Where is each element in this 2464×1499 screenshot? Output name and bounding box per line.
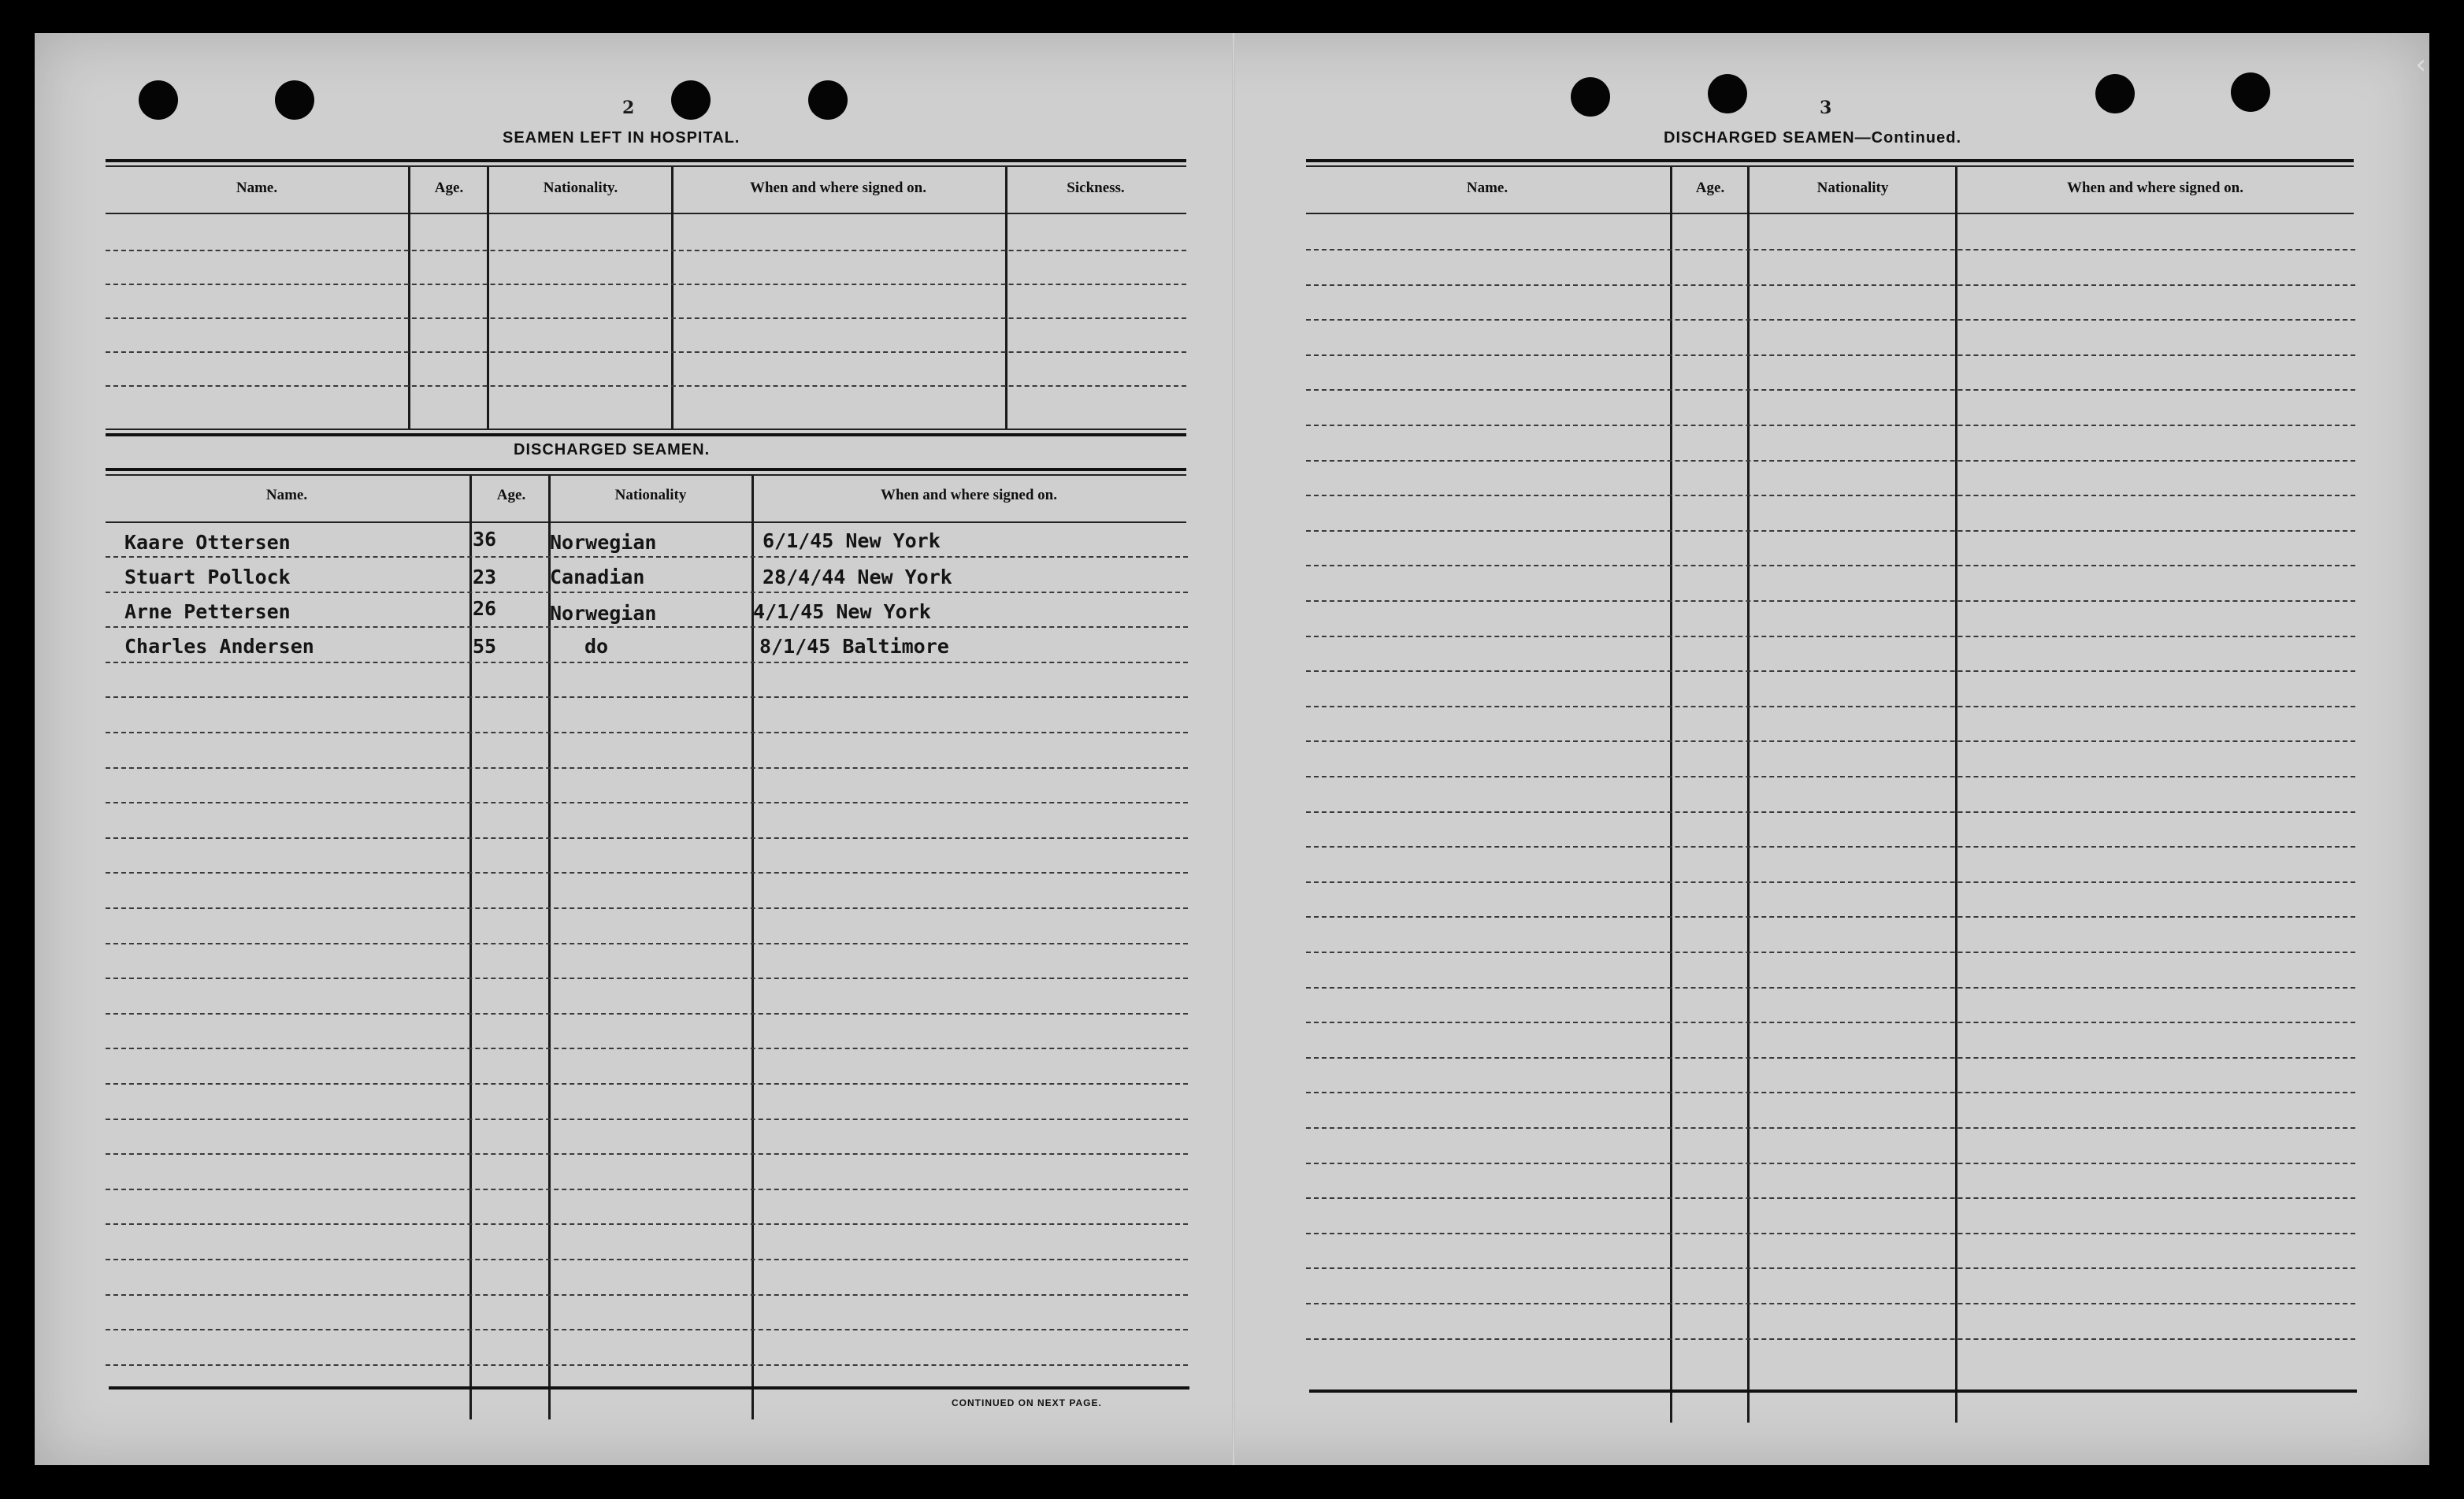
seaman-nationality: Canadian — [550, 566, 645, 588]
header-underline — [106, 521, 1186, 523]
row-line — [106, 284, 1186, 285]
seaman-signed-on: 8/1/45 Baltimore — [759, 635, 949, 658]
discharged-section-title: DISCHARGED SEAMEN. — [514, 441, 711, 458]
continued-col-signed-on: When and where signed on. — [2066, 180, 2243, 196]
row-line — [106, 1013, 1188, 1015]
row-line — [1306, 987, 2355, 989]
row-line — [1306, 846, 2355, 848]
row-line — [1306, 1092, 2355, 1093]
page-number: 2 — [622, 98, 635, 118]
row-line — [106, 1294, 1188, 1296]
seaman-signed-on: 6/1/45 New York — [763, 529, 941, 552]
seaman-age: 26 — [473, 597, 497, 620]
row-line — [1306, 706, 2355, 707]
row-line — [106, 556, 1188, 558]
hospital-col-age: Age. — [434, 180, 464, 196]
continued-col-age: Age. — [1695, 180, 1725, 196]
page-number: 3 — [1820, 98, 1832, 118]
discharged-col-nationality: Nationality — [614, 487, 687, 503]
row-line — [106, 626, 1188, 628]
row-line — [1306, 916, 2355, 918]
section-rule — [1306, 165, 2354, 167]
right-page — [1235, 33, 2429, 1465]
row-line — [1306, 740, 2355, 742]
section-rule — [109, 1386, 1189, 1390]
row-line — [106, 767, 1188, 769]
seaman-nationality: Norwegian — [550, 531, 657, 554]
section-rule — [1309, 1390, 2357, 1393]
row-line — [1306, 530, 2355, 532]
row-line — [106, 1259, 1188, 1260]
header-underline — [1306, 213, 2354, 214]
section-rule — [106, 429, 1186, 430]
section-rule — [1306, 159, 2354, 162]
section-rule — [106, 474, 1186, 476]
discharged-continued-title: DISCHARGED SEAMEN—Continued. — [1664, 129, 1961, 147]
row-line — [1306, 319, 2355, 321]
page-corner-mark: ‹ — [2415, 49, 2426, 80]
discharged-col-signed-on: When and where signed on. — [880, 487, 1057, 503]
row-line — [106, 1153, 1188, 1155]
row-line — [106, 943, 1188, 944]
row-line — [106, 837, 1188, 839]
seaman-name: Stuart Pollock — [124, 566, 291, 588]
row-line — [1306, 1233, 2355, 1234]
seaman-nationality: Norwegian — [550, 602, 657, 625]
row-line — [1306, 881, 2355, 883]
seaman-name: Charles Andersen — [124, 635, 314, 658]
row-line — [1306, 1338, 2355, 1340]
row-line — [1306, 284, 2355, 286]
continued-col-nationality: Nationality — [1816, 180, 1889, 196]
hospital-section-title: SEAMEN LEFT IN HOSPITAL. — [503, 129, 740, 147]
row-line — [1306, 249, 2355, 250]
row-line — [1306, 1163, 2355, 1164]
row-line — [106, 250, 1186, 251]
seaman-age: 55 — [473, 635, 497, 658]
row-line — [1306, 1197, 2355, 1199]
row-line — [1306, 1057, 2355, 1059]
row-line — [106, 1048, 1188, 1049]
row-line — [1306, 389, 2355, 391]
row-line — [1306, 1267, 2355, 1269]
continued-note: CONTINUED ON NEXT PAGE. — [952, 1397, 1102, 1408]
column-divider — [408, 167, 410, 429]
seaman-age: 36 — [473, 528, 497, 551]
header-underline — [106, 213, 1186, 214]
row-line — [106, 1329, 1188, 1330]
row-line — [1306, 460, 2355, 462]
seaman-age: 23 — [473, 566, 497, 588]
row-line — [106, 662, 1188, 663]
row-line — [1306, 636, 2355, 637]
discharged-col-name: Name. — [265, 487, 308, 503]
row-line — [106, 872, 1188, 874]
row-line — [1306, 600, 2355, 602]
hospital-col-name: Name. — [236, 180, 278, 196]
row-line — [1306, 354, 2355, 356]
section-rule — [106, 165, 1186, 167]
row-line — [1306, 495, 2355, 496]
row-line — [106, 732, 1188, 733]
column-divider — [469, 476, 472, 1419]
row-line — [1306, 811, 2355, 813]
row-line — [1306, 952, 2355, 953]
row-line — [106, 907, 1188, 909]
row-line — [106, 317, 1186, 319]
seaman-signed-on: 28/4/44 New York — [763, 566, 952, 588]
row-line — [106, 1223, 1188, 1225]
row-line — [1306, 1022, 2355, 1023]
left-page — [35, 33, 1232, 1465]
row-line — [1306, 776, 2355, 777]
section-rule — [106, 433, 1186, 436]
row-line — [106, 1083, 1188, 1085]
column-divider — [487, 167, 489, 429]
column-divider — [671, 167, 674, 429]
discharged-col-age: Age. — [496, 487, 526, 503]
row-line — [106, 1364, 1188, 1366]
section-rule — [106, 159, 1186, 162]
row-line — [106, 696, 1188, 698]
row-line — [1306, 565, 2355, 566]
seaman-nationality: do — [584, 635, 609, 658]
row-line — [106, 351, 1186, 353]
continued-col-name: Name. — [1466, 180, 1508, 196]
seaman-name: Kaare Ottersen — [124, 531, 291, 554]
row-line — [106, 592, 1188, 593]
row-line — [1306, 1303, 2355, 1304]
row-line — [106, 802, 1188, 803]
hospital-col-sickness: Sickness. — [1067, 180, 1125, 196]
row-line — [1306, 1127, 2355, 1129]
column-divider — [1005, 167, 1007, 429]
row-line — [106, 1119, 1188, 1120]
row-line — [1306, 670, 2355, 672]
hospital-col-signed-on: When and where signed on. — [749, 180, 926, 196]
hospital-col-nationality: Nationality. — [543, 180, 618, 196]
row-line — [106, 978, 1188, 979]
seaman-name: Arne Pettersen — [124, 600, 291, 623]
section-rule — [106, 468, 1186, 471]
row-line — [1306, 425, 2355, 426]
row-line — [106, 385, 1186, 387]
seaman-signed-on: 4/1/45 New York — [753, 600, 931, 623]
document-sheet — [35, 33, 2429, 1465]
row-line — [106, 1189, 1188, 1190]
